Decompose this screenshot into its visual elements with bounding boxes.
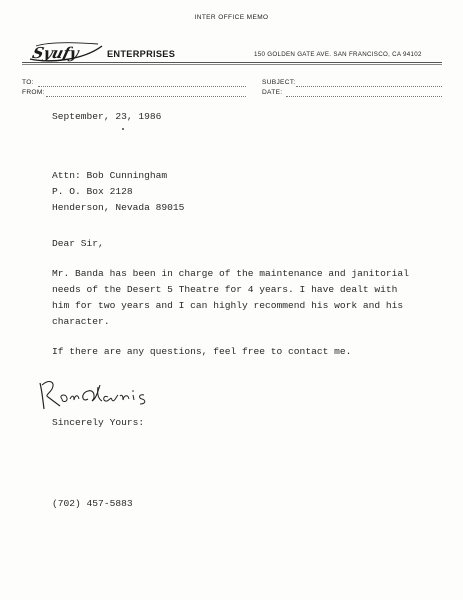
closing-line: If there are any questions, feel free to contact me. bbox=[52, 346, 352, 357]
company-address: 150 GOLDEN GATE AVE. SAN FRANCISCO, CA 94102 bbox=[254, 51, 422, 58]
to-line bbox=[38, 86, 246, 87]
salutation: Dear Sir, bbox=[52, 238, 104, 249]
header-rule-thin bbox=[22, 64, 442, 65]
body-line: Mr. Banda has been in charge of the maintenance and janitorial bbox=[52, 268, 409, 279]
subject-label: SUBJECT: bbox=[262, 79, 296, 86]
from-line bbox=[46, 96, 246, 97]
memo-title: INTER OFFICE MEMO bbox=[194, 14, 269, 21]
subject-line bbox=[296, 86, 442, 87]
body-line: needs of the Desert 5 Theatre for 4 years. I have dealt with bbox=[52, 284, 398, 295]
phone-number: (702) 457-5883 bbox=[52, 498, 133, 509]
paper-speck bbox=[122, 128, 124, 130]
body-line: him for two years and I can highly recommend his work and his bbox=[52, 300, 404, 311]
from-label: FROM: bbox=[22, 89, 45, 96]
handwritten-signature bbox=[36, 373, 164, 413]
svg-text:Syufy: Syufy bbox=[30, 44, 81, 62]
recipient-line: Attn: Bob Cunningham bbox=[52, 170, 168, 181]
letter-date: September, 23, 1986 bbox=[52, 111, 162, 122]
body-line: character. bbox=[52, 316, 110, 327]
recipient-line: P. O. Box 2128 bbox=[52, 186, 133, 197]
company-name: ENTERPRISES bbox=[107, 49, 176, 59]
to-label: TO: bbox=[22, 79, 34, 86]
sign-off: Sincerely Yours: bbox=[52, 417, 145, 428]
recipient-line: Henderson, Nevada 89015 bbox=[52, 202, 185, 213]
header-rule bbox=[22, 62, 442, 63]
date-line bbox=[286, 96, 442, 97]
date-label: DATE: bbox=[262, 89, 283, 96]
